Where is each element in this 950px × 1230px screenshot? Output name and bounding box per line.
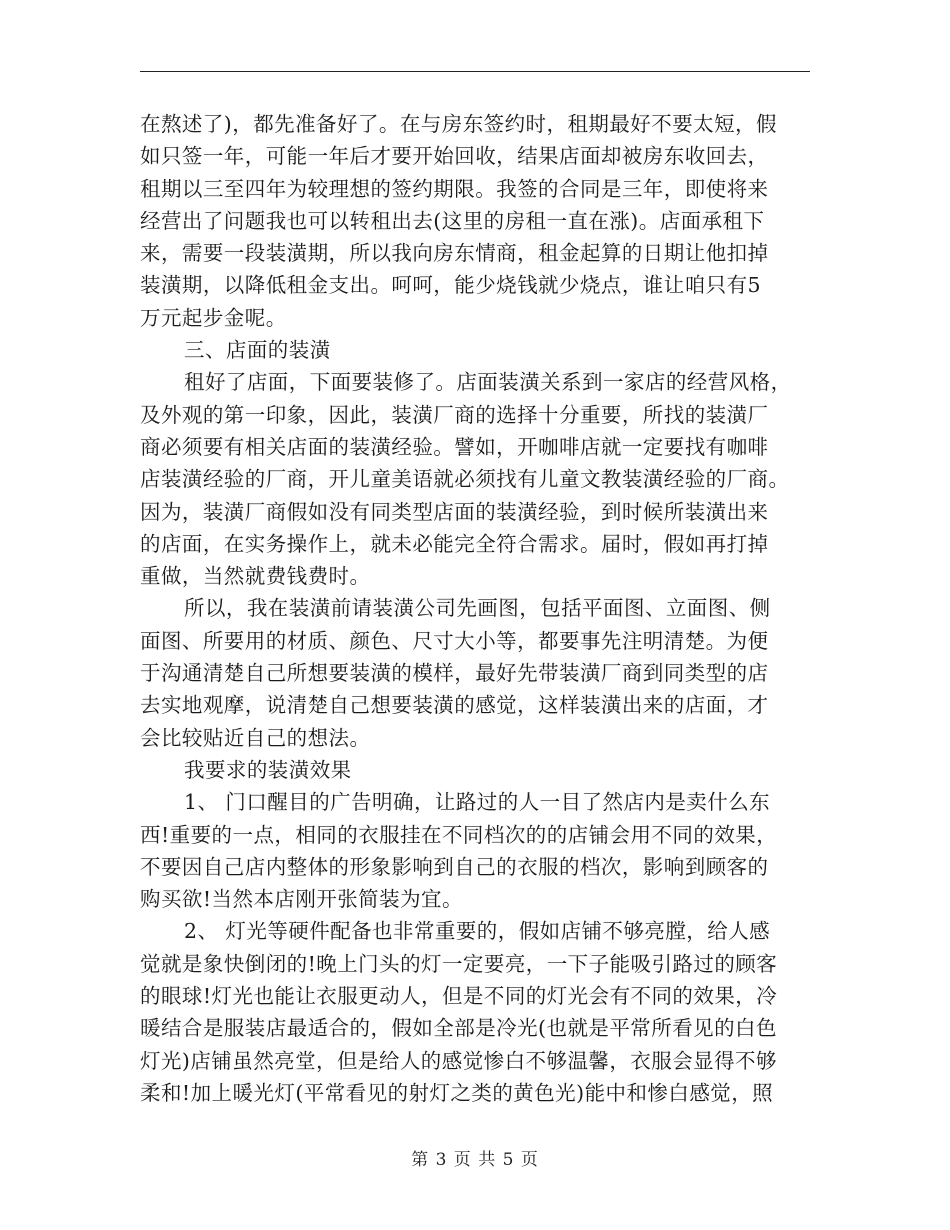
text-line: 因为，装潢厂商假如没有同类型店面的装潢经验，到时候所装潢出来 [140, 499, 769, 524]
text-line: 柔和!加上暖光灯(平常看见的射灯之类的黄色光)能中和惨白感觉，照 [140, 1080, 774, 1105]
text-line: 1、 门口醒目的广告明确，让路过的人一目了然店内是卖什么东 [184, 790, 771, 815]
text-line: 灯光)店铺虽然亮堂，但是给人的感觉惨白不够温馨，衣服会显得不够 [140, 1048, 777, 1073]
page-footer: 第 3 页 共 5 页 [411, 1150, 539, 1170]
header-rule [140, 71, 810, 72]
text-line: 会比较贴近自己的想法。 [140, 725, 371, 750]
text-line: 在熬述了)，都先准备好了。在与房东签约时，租期最好不要太短，假 [140, 112, 777, 136]
text-line: 暖结合是服装店最适合的，假如全部是冷光(也就是平常所看见的白色 [140, 1016, 777, 1041]
text-line: 去实地观摩，说清楚自己想要装潢的感觉，这样装潢出来的店面，才 [140, 693, 769, 718]
text-line: 的店面，在实务操作上，就未必能完全符合需求。届时，假如再打掉 [140, 531, 769, 556]
text-line: 面图、所要用的材质、颜色、尺寸大小等，都要事先注明清楚。为便 [140, 628, 769, 653]
body-text [140, 108, 812, 1109]
text-line: 我要求的装潢效果 [184, 757, 352, 782]
text-line: 租好了店面，下面要装修了。店面装潢关系到一家店的经营风格， [184, 370, 792, 395]
text-line: 装潢期，以降低租金支出。呵呵，能少烧钱就少烧点，谁让咱只有5 [140, 273, 762, 298]
text-line: 重做，当然就费钱费时。 [140, 564, 371, 589]
text-line: 店装潢经验的厂商，开儿童美语就必须找有儿童文教装潢经验的厂商。 [140, 467, 790, 492]
text-line: 商必须要有相关店面的装潢经验。譬如，开咖啡店就一定要找有咖啡 [140, 434, 769, 459]
text-line: 觉就是象快倒闭的!晚上门头的灯一定要亮，一下子能吸引路过的顾客 [140, 951, 778, 976]
text-line: 购买欲!当然本店刚开张简装为宜。 [140, 887, 463, 912]
text-line: 来，需要一段装潢期，所以我向房东情商，租金起算的日期让他扣掉 [140, 241, 769, 266]
text-line: 租期以三至四年为较理想的签约期限。我签的合同是三年，即使将来 [140, 176, 769, 201]
text-line: 西!重要的一点，相同的衣服挂在不同档次的的店铺会用不同的效果， [140, 822, 778, 847]
text-line: 如只签一年，可能一年后才要开始回收，结果店面却被房东收回去， [140, 144, 769, 169]
text-line: 所以，我在装潢前请装潢公司先画图，包括平面图、立面图、侧 [184, 596, 771, 621]
text-line: 经营出了问题我也可以转租出去(这里的房租一直在涨)。店面承租下 [140, 208, 765, 233]
text-line: 三、店面的装潢 [184, 338, 331, 363]
text-line: 的眼球!灯光也能让衣服更动人，但是不同的灯光会有不同的效果，冷 [140, 984, 778, 1009]
text-line: 于沟通清楚自己所想要装潢的模样，最好先带装潢厂商到同类型的店 [140, 661, 769, 686]
text-line: 2、 灯光等硬件配备也非常重要的，假如店铺不够亮膛，给人感 [184, 919, 771, 944]
text-line: 及外观的第一印象，因此，装潢厂商的选择十分重要，所找的装潢厂 [140, 402, 769, 427]
text-line: 万元起步金呢。 [140, 305, 287, 330]
text-line: 不要因自己店内整体的形象影响到自己的衣服的档次，影响到顾客的 [140, 854, 769, 879]
